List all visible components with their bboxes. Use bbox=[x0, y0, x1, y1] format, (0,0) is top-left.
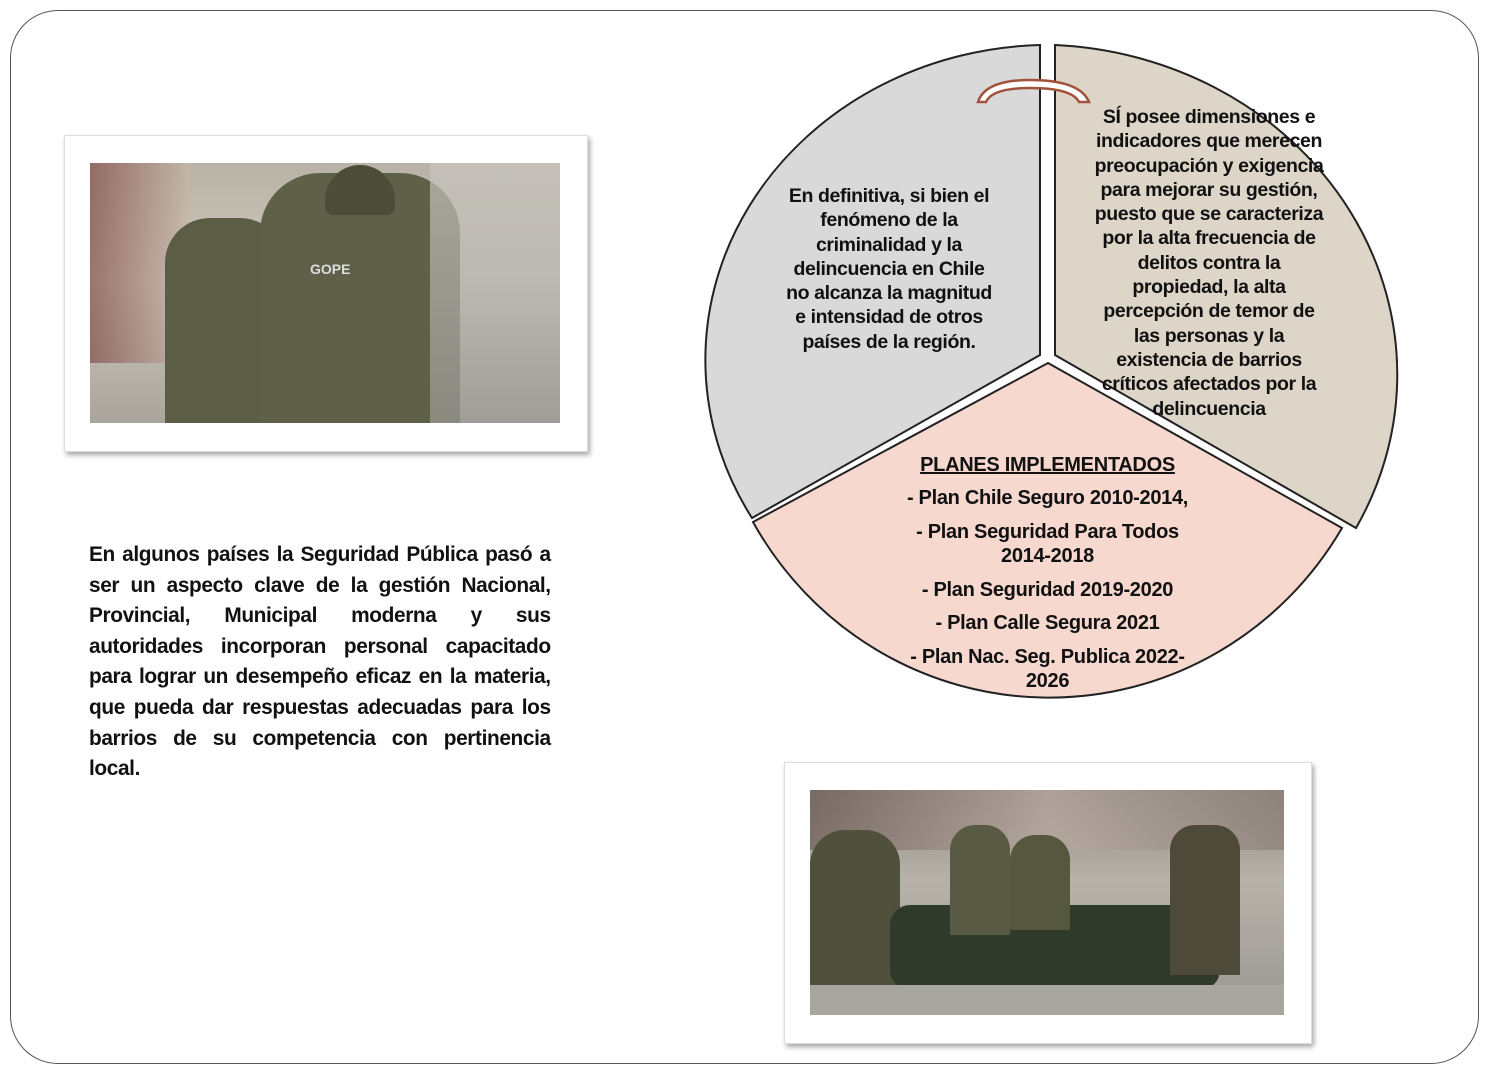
left-segment-text: En definitiva, si bien el fenómeno de la criminalidad y la delincuencia en Chile no alcanza la magnitud e intensidad de otros países de la región. bbox=[786, 185, 992, 353]
plan-item: - Plan Chile Seguro 2010-2014, bbox=[906, 487, 1189, 509]
plan-item: - Plan Seguridad 2019-2020 bbox=[921, 578, 1174, 601]
plan-item: - Plan Seguridad Para Todos 2014-2018 bbox=[916, 520, 1179, 567]
police-motorcycles-photo bbox=[810, 790, 1284, 1015]
plans-list bbox=[880, 452, 1215, 703]
plan-item: - Plan Calle Segura 2021 bbox=[935, 612, 1160, 634]
intro-paragraph: En algunos países la Seguridad Pública pasó a ser un aspecto clave de la gestión Nacional, Provincial, Municipal moderna y sus autoridades incorporan personal capacitado para lograr un desempeño eficaz en la materia, que pueda dar respuestas adecuadas para los barrios de su competencia con pertinencia local. bbox=[89, 542, 551, 781]
plans-heading: PLANES IMPLEMENTADOS bbox=[920, 454, 1175, 476]
gope-label: GOPE bbox=[310, 261, 351, 277]
right-segment-text: SÍ posee dimensiones e indicadores que merecen preocupación y exigencia para mejorar su gestión, puesto que se caracteriza por la alta frecuencia de delitos contra la propiedad, la alta percepción de temor de las personas y la existencia de barrios críticos afectados por la delincuencia bbox=[1094, 106, 1324, 420]
plan-item: - Plan Nac. Seg. Publica 2022-2026 bbox=[910, 645, 1185, 692]
